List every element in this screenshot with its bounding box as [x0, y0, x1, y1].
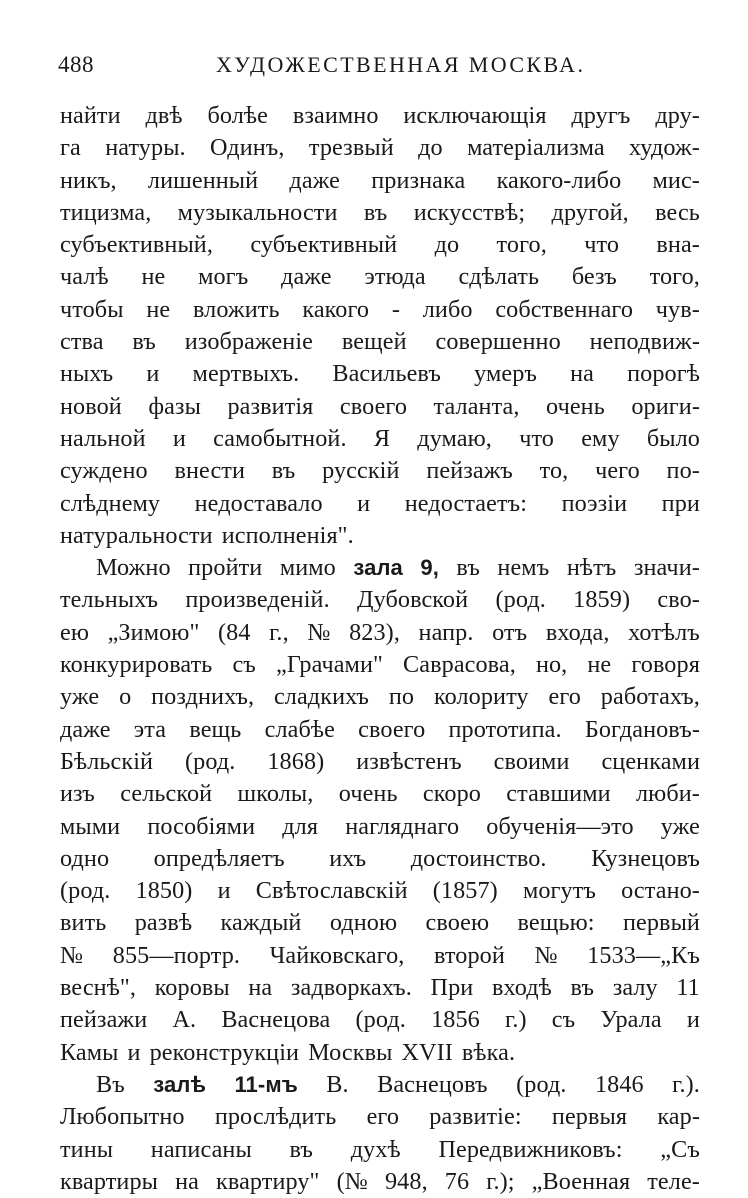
word: по — [388, 683, 415, 711]
word: на — [175, 1167, 199, 1195]
word: эта — [133, 715, 167, 743]
word: русскій — [322, 457, 400, 485]
word: мис- — [652, 166, 700, 194]
word: 823), — [349, 618, 400, 646]
word: га — [60, 134, 81, 162]
word: исключающія — [403, 102, 547, 129]
word: хотѣлъ — [628, 618, 700, 646]
word: развитія — [227, 392, 314, 420]
word: вѣка. — [461, 1038, 516, 1066]
word: (род. — [516, 1070, 567, 1098]
word: Васнецова — [221, 1006, 331, 1034]
text-line — [60, 746, 700, 778]
word: натуральности — [60, 521, 213, 549]
word: признака — [371, 166, 466, 194]
text-line — [60, 1037, 700, 1069]
word: въ — [132, 328, 156, 356]
word: Дубовской — [357, 586, 469, 614]
word: недоставало — [194, 489, 323, 517]
word: произведеній. — [185, 586, 330, 614]
word: ориги- — [631, 392, 700, 420]
word: болѣе — [207, 102, 268, 129]
bold-word: зала — [353, 555, 403, 581]
word: Свѣтославскій — [255, 877, 408, 905]
word: своего — [358, 715, 426, 743]
word: какого — [302, 295, 370, 323]
word: какого-либо — [496, 166, 622, 194]
text-line — [60, 907, 700, 939]
word: для — [282, 812, 319, 840]
word: 1846 — [594, 1070, 644, 1098]
word: недостаетъ: — [404, 489, 528, 517]
word: уже — [60, 683, 100, 711]
word: пейзажъ — [426, 457, 513, 485]
word: двѣ — [145, 102, 183, 129]
word: искусствѣ; — [413, 198, 526, 226]
word: (род. — [355, 1006, 406, 1034]
word: тельныхъ — [60, 586, 159, 614]
word: скоро — [422, 780, 481, 808]
word: 1850) — [135, 877, 193, 905]
word: но, — [535, 651, 568, 679]
text-line — [60, 811, 700, 843]
word: въ — [570, 974, 595, 1002]
word: таланта, — [433, 392, 520, 420]
bold-word: 9, — [420, 555, 439, 581]
word: веснѣ", — [60, 974, 137, 1002]
word: 11 — [676, 974, 700, 1002]
word: его — [548, 683, 581, 711]
text-line — [60, 1101, 700, 1133]
word: позднихъ, — [151, 683, 255, 711]
word: мертвыхъ. — [192, 360, 300, 388]
word: Васильевъ — [332, 360, 441, 388]
word: Москвы — [308, 1038, 393, 1066]
text-line — [60, 455, 700, 487]
word: (№ — [336, 1167, 368, 1195]
word: ства — [60, 328, 104, 356]
text-line — [60, 358, 700, 390]
word: въ — [289, 1135, 314, 1163]
word: второй — [433, 941, 505, 969]
word: немъ — [497, 554, 550, 582]
word: входа, — [545, 618, 610, 646]
text-line — [60, 391, 700, 423]
text-line — [60, 972, 700, 1004]
word: реконструкціи — [149, 1038, 300, 1066]
word: порогѣ — [627, 360, 700, 388]
word: даже — [60, 715, 111, 743]
text-line — [60, 1134, 700, 1166]
word: Я — [373, 424, 391, 452]
word: новой — [60, 392, 122, 420]
word: въ — [363, 198, 388, 226]
word: дру- — [655, 102, 700, 129]
word: мимо — [279, 554, 336, 582]
word: и — [217, 877, 231, 905]
word: о — [119, 683, 132, 711]
word: пособіями — [147, 812, 256, 840]
word: напр. — [418, 618, 474, 646]
word: даже — [289, 166, 340, 194]
word: 855—портр. — [112, 941, 241, 969]
word: этюда — [364, 263, 426, 291]
word: № — [60, 941, 84, 969]
text-line — [60, 261, 700, 293]
word: другой, — [551, 198, 629, 226]
word: пейзажи — [60, 1006, 148, 1034]
word: весь — [655, 198, 700, 226]
word: (1857) — [432, 877, 498, 905]
word: говоря — [631, 651, 700, 679]
page-number: 488 — [58, 52, 94, 77]
word: трезвый — [308, 134, 394, 162]
word: 1533—„Къ — [587, 941, 700, 969]
word: въ — [456, 554, 480, 582]
word: нѣтъ — [566, 554, 617, 582]
word: сдѣлать — [458, 263, 540, 291]
text-line — [60, 294, 700, 326]
word: квартиры — [60, 1167, 159, 1195]
text-line — [60, 132, 700, 164]
word: А. — [172, 1006, 197, 1034]
word: каждый — [220, 909, 302, 937]
word: сладкихъ — [273, 683, 369, 711]
text-line — [60, 423, 700, 455]
page-header — [58, 52, 698, 84]
word: поэзіи — [561, 489, 628, 517]
word: (род. — [60, 877, 111, 905]
word: тины — [60, 1135, 114, 1163]
text-line — [60, 197, 700, 229]
text-line — [60, 875, 700, 907]
word: ихъ — [329, 844, 367, 872]
word: неподвиж- — [589, 328, 700, 356]
word: „Грачами" — [275, 651, 383, 679]
word: прототипа. — [448, 715, 562, 743]
word: достоинство. — [410, 844, 547, 872]
word: и — [146, 360, 160, 388]
text-line — [60, 1166, 700, 1198]
word: „Зимою" — [107, 618, 200, 646]
word: вещью: — [517, 909, 595, 937]
word: Въ — [96, 1070, 125, 1098]
word: Любопытно — [60, 1103, 185, 1131]
word: работахъ, — [600, 683, 700, 711]
word: (84 — [218, 618, 251, 646]
word: вещь — [189, 715, 242, 743]
word: до — [434, 231, 460, 259]
word: на — [248, 974, 273, 1002]
bold-word: залѣ — [153, 1071, 206, 1097]
word: умеръ — [474, 360, 537, 388]
word: ныхъ — [60, 360, 114, 388]
paragraph — [60, 100, 700, 552]
word: задворкахъ. — [290, 974, 412, 1002]
word: нальной — [60, 424, 146, 452]
word: своею — [425, 909, 490, 937]
word: суждено — [60, 457, 148, 485]
word: квартиру" — [216, 1167, 320, 1195]
word: и — [357, 489, 371, 517]
word: музыкальности — [177, 198, 338, 226]
word: „Съ — [660, 1135, 700, 1163]
word: Чайковскаго, — [269, 941, 405, 969]
text-line — [60, 488, 700, 520]
text-line — [60, 778, 700, 810]
word: одною — [329, 909, 398, 937]
word: XVII — [401, 1038, 453, 1066]
text-line — [60, 649, 700, 681]
text-line — [60, 617, 700, 649]
word: думаю, — [417, 424, 492, 452]
word: духѣ — [350, 1135, 401, 1163]
text-line — [60, 681, 700, 713]
word: не — [141, 263, 166, 291]
word: то, — [539, 457, 569, 485]
word: тицизма, — [60, 198, 152, 226]
word: того, — [649, 263, 700, 291]
word: ставшими — [506, 780, 611, 808]
text-line — [60, 552, 700, 584]
word: что — [584, 231, 620, 259]
word: люби- — [636, 780, 700, 808]
word: субъективный, — [60, 231, 213, 259]
word: останo- — [621, 877, 700, 905]
word: опредѣляетъ — [153, 844, 285, 872]
word: конкурировать — [60, 651, 213, 679]
word: значи- — [633, 554, 700, 582]
word: слабѣе — [264, 715, 335, 743]
bold-word: 11-мъ — [234, 1071, 298, 1097]
word: коровы — [154, 974, 230, 1002]
word: чего — [595, 457, 640, 485]
word: первыя — [551, 1103, 628, 1131]
word: Кузнецовъ — [591, 844, 700, 872]
word: кар- — [657, 1103, 700, 1131]
word: не — [587, 651, 612, 679]
word: входѣ — [491, 974, 552, 1002]
paragraph — [60, 1069, 700, 1198]
word: № — [307, 618, 331, 646]
word: при — [661, 489, 700, 517]
word: развѣ — [134, 909, 193, 937]
word: При — [430, 974, 474, 1002]
word: извѣстенъ — [356, 747, 462, 775]
word: г.) — [505, 1006, 527, 1034]
word: могъ — [198, 263, 249, 291]
word: первый — [622, 909, 700, 937]
text-line — [60, 584, 700, 616]
word: было — [646, 424, 700, 452]
word: № — [534, 941, 558, 969]
word: на — [570, 360, 594, 388]
word: мыми — [60, 812, 121, 840]
word: нагляднаго — [345, 812, 460, 840]
word: взаимно — [292, 102, 379, 129]
word: фазы — [148, 392, 201, 420]
word: 1859) — [573, 586, 631, 614]
word: уже — [660, 812, 700, 840]
word: очень — [546, 392, 605, 420]
word: 948, — [384, 1167, 428, 1195]
body-text — [60, 100, 700, 1198]
word: школы, — [237, 780, 314, 808]
word: В. — [326, 1070, 349, 1098]
word: сво- — [657, 586, 700, 614]
text-line — [60, 165, 700, 197]
word: развитіе: — [429, 1103, 522, 1131]
word: что — [519, 424, 554, 452]
word: матеріализма — [467, 134, 605, 162]
word: вить — [60, 909, 107, 937]
word: прослѣдить — [214, 1103, 337, 1131]
word: худож- — [629, 134, 700, 162]
word: (род. — [185, 747, 236, 775]
word: написаны — [150, 1135, 252, 1163]
word: по- — [666, 457, 700, 485]
word: своими — [493, 747, 570, 775]
word: вна- — [656, 231, 700, 259]
word: 76 — [444, 1167, 470, 1195]
word: найти — [60, 102, 121, 129]
word: съ — [551, 1006, 576, 1034]
word: теле- — [647, 1167, 700, 1195]
word: слѣднему — [60, 489, 161, 517]
word: г.); — [486, 1167, 515, 1195]
word: г., — [269, 618, 289, 646]
word: Урала — [600, 1006, 662, 1034]
word: сценками — [601, 747, 700, 775]
text-line — [60, 326, 700, 358]
word: 1856 — [431, 1006, 480, 1034]
word: субъективный — [250, 231, 398, 259]
word: его — [366, 1103, 400, 1131]
text-line — [60, 100, 700, 132]
word: и — [686, 1006, 700, 1034]
word: „Военная — [531, 1167, 631, 1195]
text-line — [60, 940, 700, 972]
word: совершенно — [435, 328, 561, 356]
word: натуры. — [105, 134, 186, 162]
word: отъ — [492, 618, 528, 646]
word: даже — [281, 263, 332, 291]
paragraph — [60, 552, 700, 1069]
word: вложить — [192, 295, 280, 323]
word: никъ, — [60, 166, 117, 194]
word: изъ — [60, 780, 95, 808]
running-title: ХУДОЖЕСТВЕННАЯ МОСКВА. — [216, 52, 586, 77]
word: до — [418, 134, 443, 162]
text-line — [60, 229, 700, 261]
word: ему — [581, 424, 620, 452]
word: собственнаго — [495, 295, 634, 323]
text-line — [60, 520, 700, 552]
text-line — [60, 1069, 700, 1101]
word: Можно — [96, 554, 171, 582]
word: обученія—это — [486, 812, 634, 840]
word: ею — [60, 618, 90, 646]
word: и — [127, 1038, 141, 1066]
word: внести — [174, 457, 246, 485]
text-line — [60, 714, 700, 746]
word: одно — [60, 844, 110, 872]
word: того, — [496, 231, 547, 259]
word: съ — [232, 651, 256, 679]
word: колориту — [433, 683, 529, 711]
word: Богдановъ- — [584, 715, 700, 743]
word: и — [172, 424, 186, 452]
word: сельской — [120, 780, 213, 808]
word: лишенный — [147, 166, 259, 194]
word: безъ — [571, 263, 617, 291]
word: своего — [339, 392, 408, 420]
word: вещей — [341, 328, 407, 356]
word: не — [146, 295, 171, 323]
word: 1868) — [267, 747, 325, 775]
word: Передвижниковъ: — [438, 1135, 623, 1163]
word: могутъ — [522, 877, 597, 905]
text-line — [60, 843, 700, 875]
word: Васнецовъ — [377, 1070, 488, 1098]
word: либо — [422, 295, 473, 323]
word: - — [391, 295, 400, 323]
word: очень — [338, 780, 398, 808]
word: залу — [612, 974, 658, 1002]
word: исполненія". — [221, 521, 354, 549]
word: чув- — [655, 295, 700, 323]
word: пройти — [188, 554, 263, 582]
word: чалѣ — [60, 263, 109, 291]
word: (род. — [495, 586, 546, 614]
word: Одинъ, — [210, 134, 285, 162]
text-line — [60, 1004, 700, 1036]
word: Саврасова, — [403, 651, 516, 679]
word: Бѣльскій — [60, 747, 154, 775]
word: чтобы — [60, 295, 124, 323]
word: другъ — [571, 102, 631, 129]
word: г.). — [672, 1070, 700, 1098]
word: Камы — [60, 1038, 119, 1066]
word: самобытной. — [213, 424, 347, 452]
word: изображеніе — [184, 328, 313, 356]
word: въ — [271, 457, 296, 485]
